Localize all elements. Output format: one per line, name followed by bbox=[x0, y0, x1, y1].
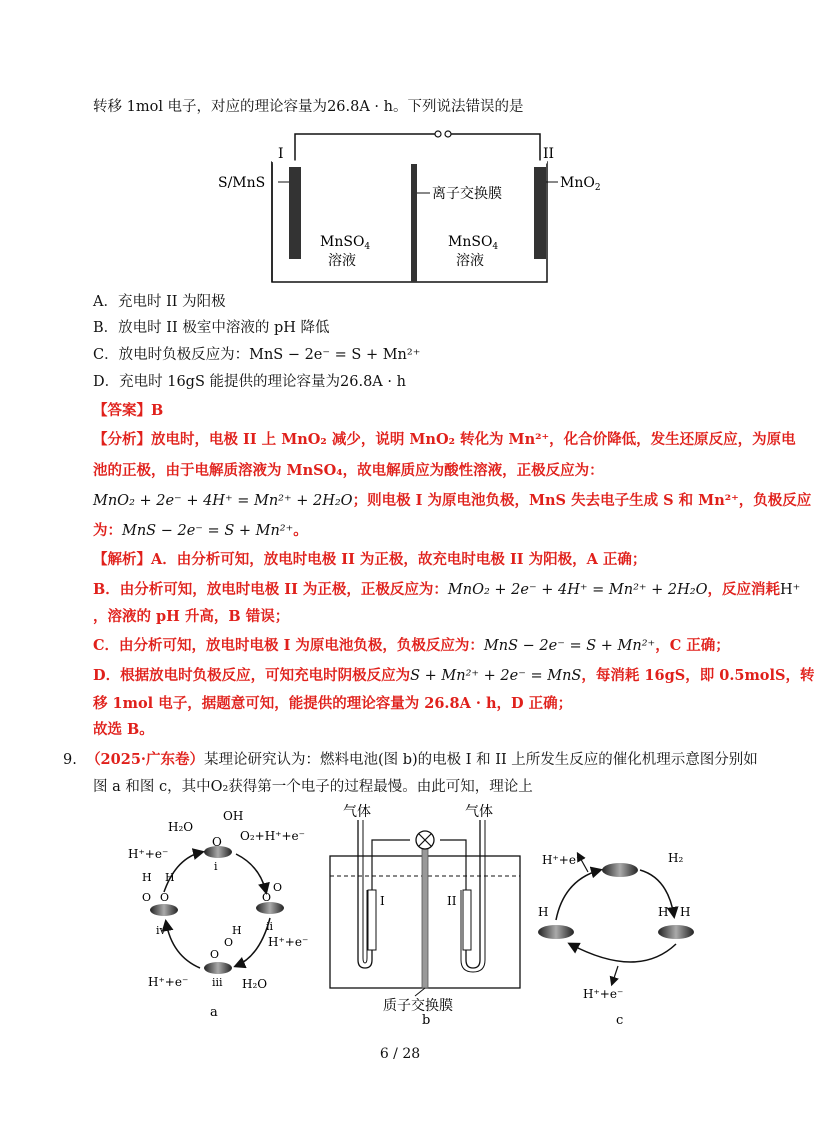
q8-intro bbox=[93, 97, 524, 117]
figure-c-cycle bbox=[528, 830, 718, 1026]
disk-iv bbox=[150, 904, 178, 916]
svg-text:H: H bbox=[142, 871, 152, 884]
q9-line-1: 9. （2025·广东卷）某理论研究认为：燃料电池(图 b)的电极 I 和 II 上所发生反应的催化机理示意图分别如 bbox=[63, 751, 758, 768]
fig-c-caption: c bbox=[616, 1013, 624, 1028]
negative-electrode-equation: MnS − 2e⁻ = S + Mn²⁺ bbox=[122, 523, 294, 539]
left-solution-word: 溶液 bbox=[328, 253, 356, 269]
option-d: D．充电时 16gS 能提供的理论容量为26.8A · h bbox=[93, 374, 406, 390]
fig-b-gas-left: 气体 bbox=[343, 804, 371, 820]
proton-exchange-membrane bbox=[422, 840, 428, 988]
fig-c-h-left: H bbox=[538, 905, 549, 919]
explanation-a: 【解析】A．由分析可知，放电时电极 II 为正极，故充电时电极 II 为阳极，A 正确； bbox=[93, 551, 647, 568]
left-solution-formula: MnSO$_4$ bbox=[320, 234, 371, 252]
fig-a-caption: a bbox=[210, 1005, 218, 1020]
option-b: B．放电时 II 极室中溶液的 pH 降低 bbox=[93, 320, 330, 336]
explanation-d-line-2: 移 1mol 电子，据题意可知，能提供的理论容量为 26.8A · h，D 正确； bbox=[93, 695, 573, 712]
explanation-b-equation: MnO₂ + 2e⁻ + 4H⁺ = Mn²⁺ + 2H₂O bbox=[447, 582, 708, 598]
ion-exchange-membrane bbox=[411, 164, 417, 282]
page-number: 6 / 28 bbox=[379, 1046, 421, 1062]
fig-c-h-right-1: H bbox=[658, 905, 669, 919]
fig-a-h2o-top: H₂O bbox=[168, 820, 194, 834]
q8-intro-text: 转移 1mol 电子，对应的理论容量为 bbox=[93, 99, 328, 115]
analysis-line-3: MnO₂ + 2e⁻ + 4H⁺ = Mn²⁺ + 2H₂O；则电极 I 为原电池负极，MnS 失去电子生成 S 和 Mn²⁺，负极反应 bbox=[93, 492, 812, 509]
label-s-mns: S/MnS bbox=[218, 175, 266, 191]
q9-source: （2025·广东卷） bbox=[86, 751, 204, 768]
fig-a-o2-top: O₂+H⁺+e⁻ bbox=[240, 829, 305, 843]
label-mno2: MnO$_2$ bbox=[560, 175, 601, 193]
explanation-c: C．由分析可知，放电时电极 I 为原电池负极，负极反应为：MnS − 2e⁻ = S + Mn²⁺，C 正确； bbox=[93, 637, 730, 654]
fig-a-oh-top: OH bbox=[223, 809, 244, 823]
disk-top bbox=[602, 863, 638, 877]
fig-a-label-ii: ii bbox=[266, 920, 274, 933]
positive-electrode-equation: MnO₂ + 2e⁻ + 4H⁺ = Mn²⁺ + 2H₂O bbox=[93, 493, 353, 509]
disk-left bbox=[538, 925, 574, 939]
answer: 【答案】B bbox=[93, 402, 164, 419]
explanation-final: 故选 B。 bbox=[93, 721, 154, 738]
fig-c-hplus-bottom: H⁺+e⁻ bbox=[583, 987, 624, 1001]
fig-b-electrode-i: I bbox=[380, 894, 385, 908]
label-electrode-i: I bbox=[278, 146, 284, 162]
right-solution-formula: MnSO$_4$ bbox=[448, 234, 499, 252]
fig-a-hplus-bottom: H⁺+e⁻ bbox=[148, 975, 189, 989]
svg-text:H: H bbox=[232, 924, 242, 937]
explanation-d-equation: S + Mn²⁺ + 2e⁻ = MnS bbox=[410, 668, 582, 684]
option-d-capacity: 26.8A · h bbox=[340, 374, 406, 390]
electrode-left bbox=[289, 167, 301, 259]
svg-text:O: O bbox=[273, 881, 283, 894]
figure-a-cycle bbox=[120, 806, 320, 1026]
svg-text:O: O bbox=[160, 891, 170, 904]
fig-c-h2: H₂ bbox=[668, 851, 684, 865]
explanation-b-line-1: B．由分析可知，放电时电极 II 为正极，正极反应为：MnO₂ + 2e⁻ + 4H⁺ = Mn²⁺ + 2H₂O，反应消耗H⁺ bbox=[93, 581, 801, 598]
label-electrode-ii: II bbox=[543, 146, 555, 162]
q8-intro-capacity: 26.8A · h bbox=[327, 99, 393, 115]
label-membrane: 离子交换膜 bbox=[432, 186, 502, 202]
svg-text:O: O bbox=[262, 891, 272, 904]
svg-text:O: O bbox=[212, 835, 222, 849]
option-c-equation: MnS − 2e⁻ = S + Mn²⁺ bbox=[249, 347, 421, 363]
fig-b-gas-right: 气体 bbox=[465, 804, 493, 820]
electrode-i-fig-b bbox=[368, 890, 376, 950]
explanation-d-line-1: D．根据放电时负极反应，可知充电时阴极反应为S + Mn²⁺ + 2e⁻ = MnS，每消耗 16gS，即 0.5molS，转 bbox=[93, 667, 814, 684]
explanation-b-hplus: H⁺ bbox=[780, 582, 801, 598]
svg-text:H: H bbox=[165, 871, 175, 884]
fig-b-caption: b bbox=[422, 1013, 431, 1028]
analysis-line-2: 池的正极，由于电解质溶液为 MnSO₄，故电解质应为酸性溶液，正极反应为： bbox=[93, 462, 604, 479]
fig-c-hplus-top: H⁺+e⁻ bbox=[542, 853, 583, 867]
fig-a-h2o-bottom: H₂O bbox=[242, 977, 268, 991]
q9-o2: O₂ bbox=[210, 779, 229, 795]
battery-cell-figure bbox=[200, 122, 601, 292]
explanation-b-line-2: ，溶液的 pH 升高，B 错误； bbox=[93, 608, 290, 625]
analysis-line-4: 为：MnS − 2e⁻ = S + Mn²⁺。 bbox=[93, 522, 308, 539]
disk-right bbox=[658, 925, 694, 939]
fig-a-label-iii: iii bbox=[212, 976, 223, 989]
fig-a-label-i: i bbox=[214, 860, 218, 873]
svg-text:O: O bbox=[210, 948, 220, 961]
option-c: C．放电时负极反应为：MnS − 2e⁻ = S + Mn²⁺ bbox=[93, 347, 421, 363]
q8-intro-question: 。下列说法错误的是 bbox=[393, 99, 524, 115]
electrode-ii-fig-b bbox=[463, 890, 471, 950]
fig-b-membrane-label: 质子交换膜 bbox=[383, 998, 453, 1014]
explanation-c-equation: MnS − 2e⁻ = S + Mn²⁺ bbox=[483, 638, 656, 654]
q9-line-2: 图 a 和图 c，其中O₂获得第一个电子的过程最慢。由此可知，理论上 bbox=[93, 779, 533, 795]
disk-iii bbox=[204, 962, 232, 974]
fig-a-label-iv: iv bbox=[156, 924, 166, 937]
figure-b-fuel-cell bbox=[325, 800, 525, 1028]
svg-text:O: O bbox=[142, 891, 152, 904]
analysis-line-1: 【分析】放电时，电极 II 上 MnO₂ 减少，说明 MnO₂ 转化为 Mn²⁺，化合价降低，发生还原反应，为原电 bbox=[93, 431, 796, 448]
electrode-right bbox=[534, 167, 546, 259]
option-a: A．充电时 II 为阳极 bbox=[93, 294, 226, 310]
q9-number: 9. bbox=[63, 752, 77, 768]
right-solution-word: 溶液 bbox=[456, 253, 484, 269]
fig-a-hplus-right: H⁺+e⁻ bbox=[268, 935, 309, 949]
fig-a-hplus-left: H⁺+e⁻ bbox=[128, 847, 169, 861]
fig-c-h-right-2: H bbox=[680, 905, 691, 919]
fig-b-electrode-ii: II bbox=[447, 894, 457, 908]
svg-text:O: O bbox=[224, 936, 234, 949]
